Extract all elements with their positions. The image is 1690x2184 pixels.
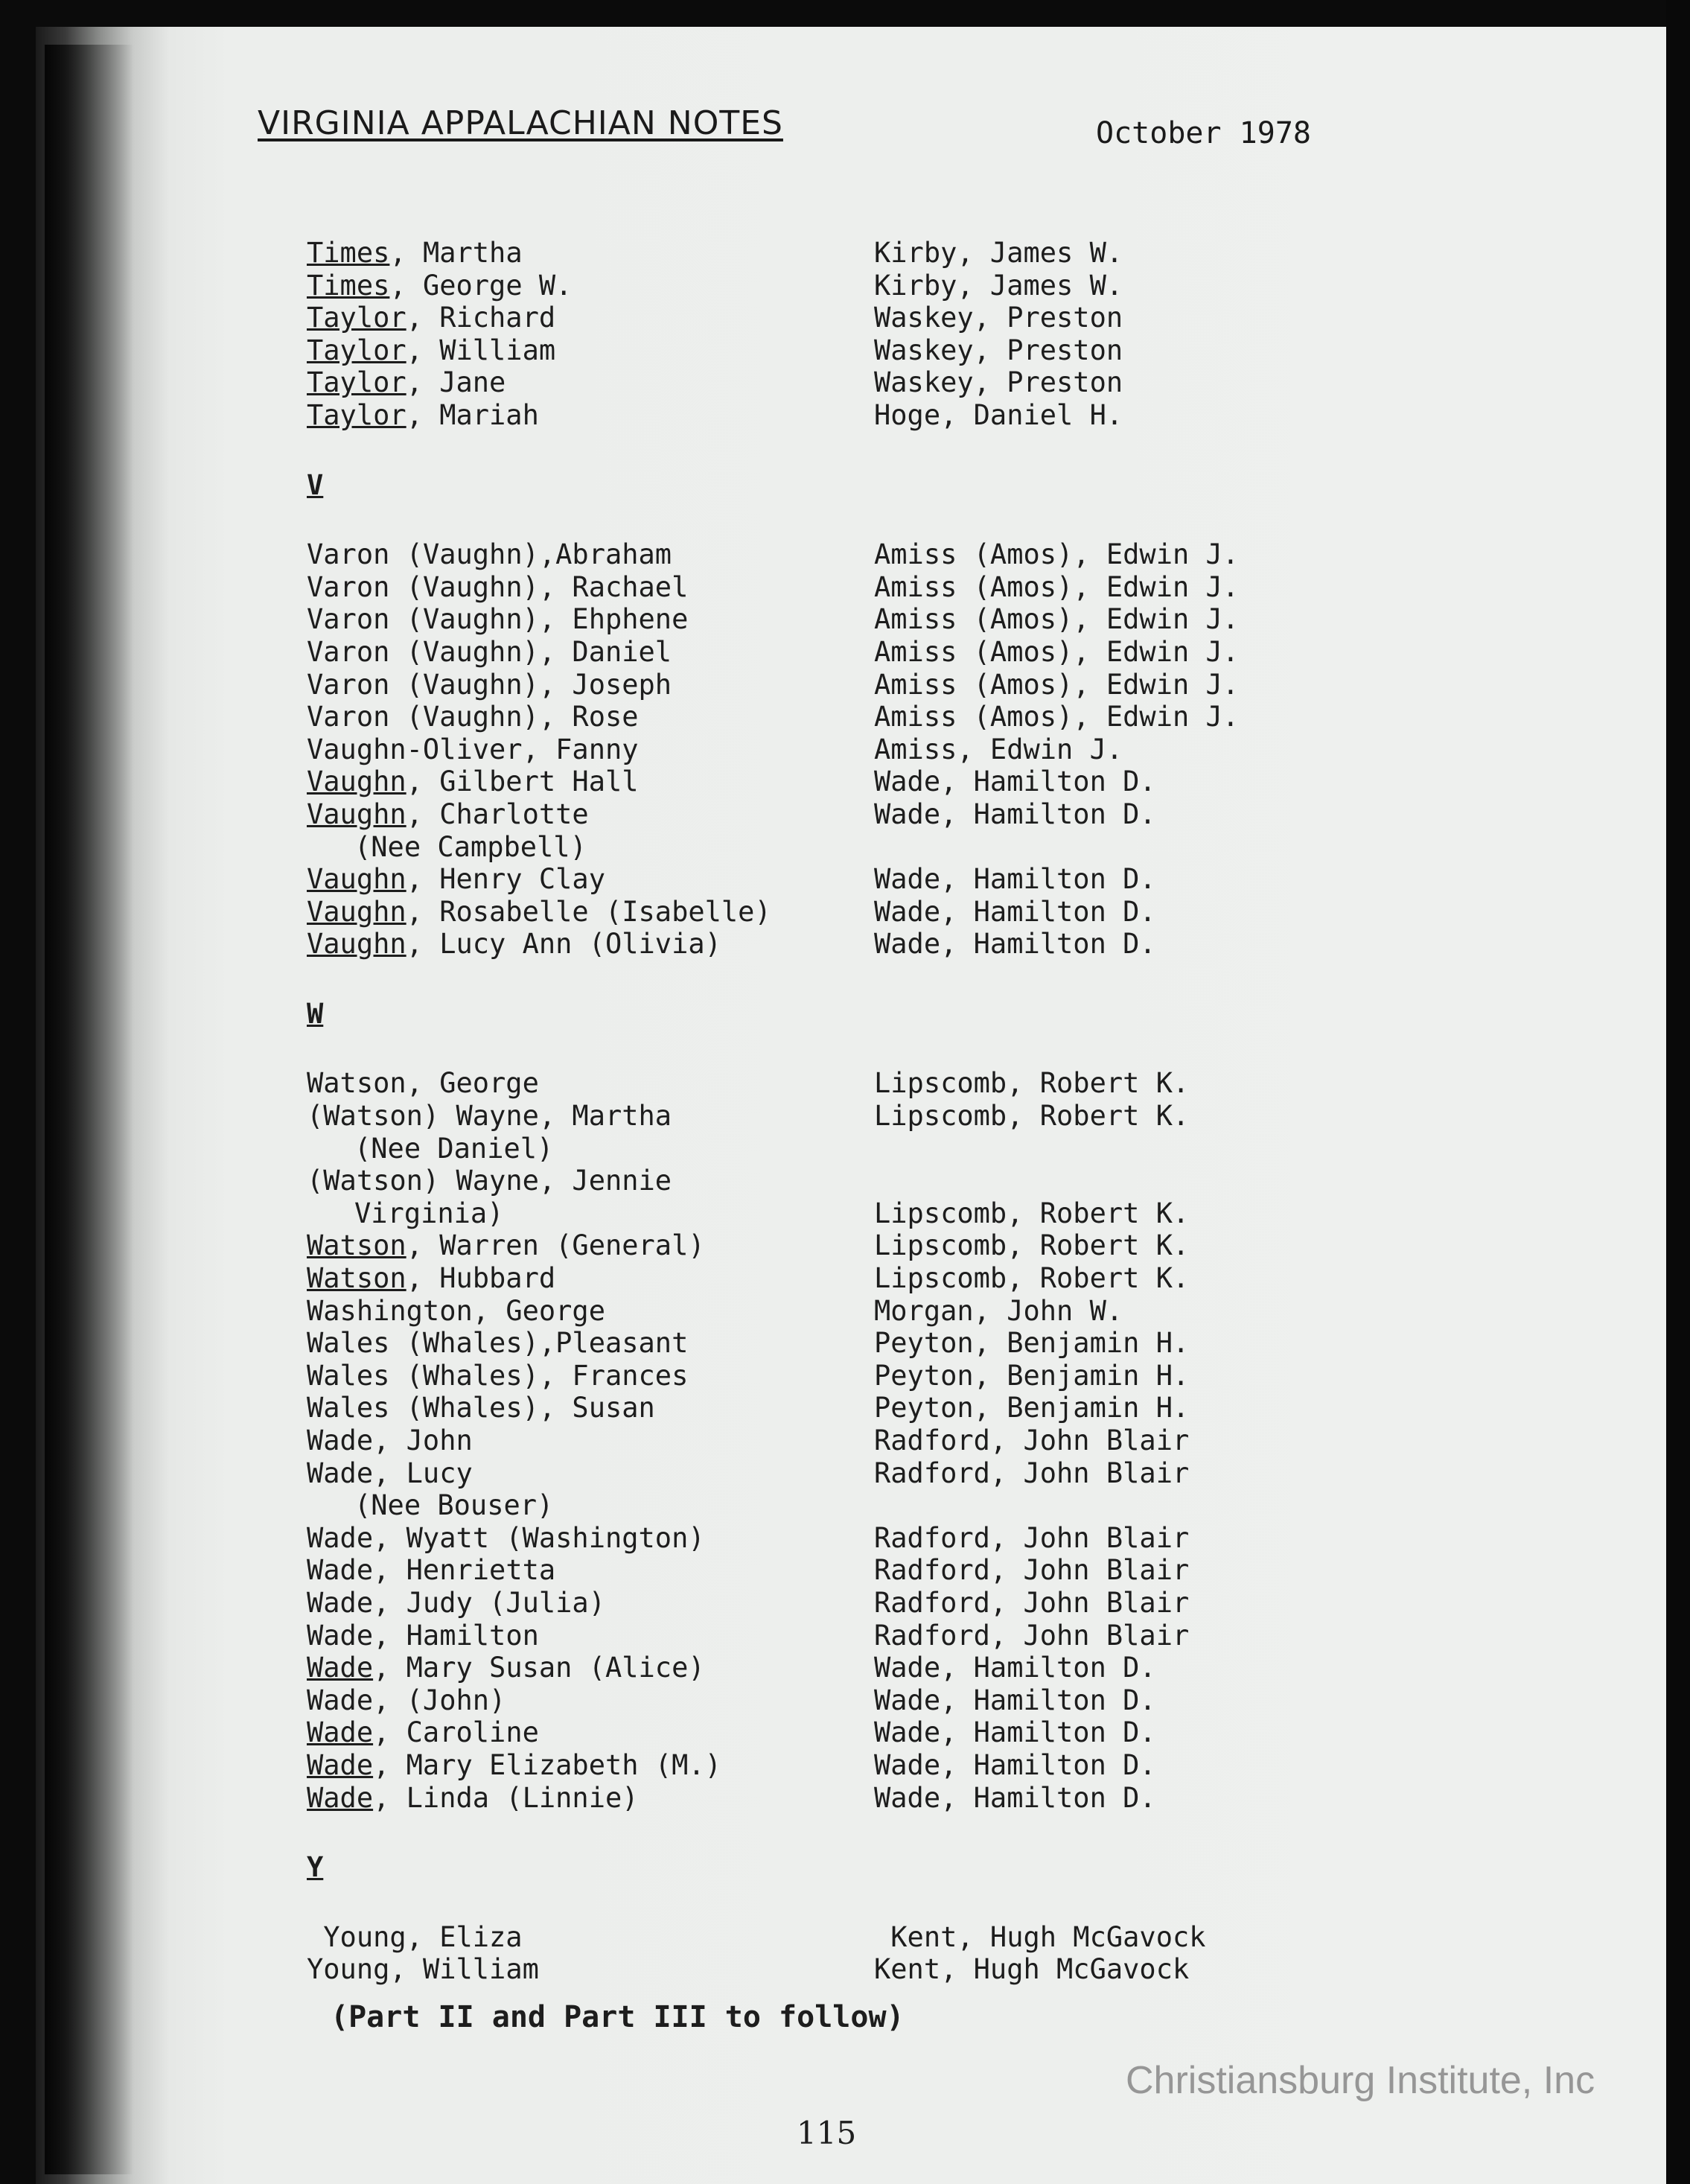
entry-contributor: Radford, John Blair bbox=[874, 1456, 1190, 1489]
entry-name bbox=[307, 1457, 473, 1490]
index-entry bbox=[307, 1067, 1349, 1100]
entry-given-name: , Lucy bbox=[373, 1456, 473, 1489]
entry-name bbox=[307, 1620, 539, 1652]
entry-contributor: Amiss (Amos), Edwin J. bbox=[874, 635, 1240, 668]
entry-given-name: , Hubbard bbox=[406, 1262, 556, 1295]
entry-surname: (Watson) bbox=[307, 1100, 440, 1133]
entry-name bbox=[307, 571, 688, 604]
entry-surname: Taylor bbox=[307, 334, 406, 366]
entry-note: (Nee Campbell) bbox=[354, 830, 587, 863]
entry-given-name: , Wyatt (Washington) bbox=[373, 1521, 705, 1554]
entry-contributor: Lipscomb, Robert K. bbox=[874, 1229, 1190, 1262]
entry-given-name: (Vaughn), Daniel bbox=[389, 635, 672, 668]
entry-contributor: Waskey, Preston bbox=[874, 334, 1123, 366]
issue-date: October 1978 bbox=[1096, 116, 1311, 150]
entry-surname: Watson bbox=[307, 1067, 406, 1100]
entry-contributor: Wade, Hamilton D. bbox=[874, 1684, 1156, 1716]
entry-given-name: Wayne, Jennie bbox=[439, 1165, 672, 1197]
page-number: 115 bbox=[797, 2115, 857, 2151]
entry-contributor: Waskey, Preston bbox=[874, 302, 1123, 334]
scan-border bbox=[1666, 0, 1690, 2184]
index-entry bbox=[307, 1327, 1349, 1360]
entry-surname: Watson bbox=[307, 1229, 406, 1262]
index-entry bbox=[307, 571, 1349, 604]
entry-surname: Wales bbox=[307, 1359, 390, 1392]
index-entry bbox=[307, 1782, 1349, 1815]
entry-contributor: Wade, Hamilton D. bbox=[874, 1652, 1156, 1684]
entry-name bbox=[307, 1424, 473, 1457]
entry-given-name: , Fanny bbox=[522, 733, 639, 765]
entry-name bbox=[307, 1360, 688, 1392]
entry-given-name: , George bbox=[406, 1067, 539, 1100]
entry-contributor: Peyton, Benjamin H. bbox=[874, 1392, 1190, 1424]
entry-contributor: Lipscomb, Robert K. bbox=[874, 1197, 1190, 1229]
index-entry bbox=[307, 1489, 1349, 1522]
entry-contributor: Kirby, James W. bbox=[874, 237, 1123, 269]
index-entry bbox=[307, 1522, 1349, 1555]
entry-surname: Wade bbox=[307, 1684, 374, 1716]
entry-contributor: Wade, Hamilton D. bbox=[874, 1781, 1156, 1814]
entry-name bbox=[307, 1684, 506, 1717]
entry-name bbox=[307, 1921, 523, 1954]
entry-name bbox=[307, 733, 639, 766]
entry-contributor: Wade, Hamilton D. bbox=[874, 928, 1156, 961]
continuation-note: (Part II and Part III to follow) bbox=[331, 2000, 905, 2034]
entry-surname: Wade bbox=[307, 1781, 374, 1814]
entry-given-name: , George W. bbox=[389, 269, 573, 302]
index-entry bbox=[307, 1953, 1349, 1986]
entry-given-name: , Lucy Ann (Olivia) bbox=[406, 928, 721, 961]
entry-surname: Wade bbox=[307, 1748, 374, 1781]
entry-given-name: (Vaughn), Ehphene bbox=[389, 603, 689, 636]
entry-surname: Wade bbox=[307, 1586, 374, 1619]
entry-name bbox=[307, 538, 672, 571]
entry-given-name: , George bbox=[472, 1294, 605, 1327]
entry-contributor: Amiss (Amos), Edwin J. bbox=[874, 538, 1240, 571]
entry-surname: Wade bbox=[307, 1554, 374, 1587]
entry-contributor: Hoge, Daniel H. bbox=[874, 398, 1123, 431]
entry-contributor: Lipscomb, Robert K. bbox=[874, 1262, 1190, 1295]
entry-given-name: , Gilbert Hall bbox=[406, 765, 639, 798]
entry-name bbox=[307, 1229, 705, 1262]
entry-name bbox=[307, 701, 639, 733]
index-entry bbox=[307, 798, 1349, 831]
entry-name bbox=[307, 863, 605, 896]
entry-given-name: , Judy (Julia) bbox=[373, 1586, 605, 1619]
entry-surname: (Watson) bbox=[307, 1165, 440, 1197]
entry-surname: Vaughn bbox=[307, 765, 406, 798]
index-entry bbox=[307, 1100, 1349, 1133]
entry-given-name: , Mary Susan (Alice) bbox=[373, 1652, 705, 1684]
entry-surname: Vaughn bbox=[307, 895, 406, 928]
index-entry bbox=[307, 733, 1349, 766]
entry-contributor: Amiss (Amos), Edwin J. bbox=[874, 570, 1240, 603]
entry-contributor: Peyton, Benjamin H. bbox=[874, 1359, 1190, 1392]
entry-note: Virginia) bbox=[354, 1197, 504, 1229]
index-entry bbox=[307, 1360, 1349, 1392]
entry-surname: Varon bbox=[307, 668, 390, 701]
entry-surname: Wales bbox=[307, 1392, 390, 1424]
index-entry bbox=[307, 1652, 1349, 1684]
entry-surname: Wade bbox=[307, 1652, 374, 1684]
entry-contributor: Wade, Hamilton D. bbox=[874, 1716, 1156, 1749]
newsletter-title: VIRGINIA APPALACHIAN NOTES bbox=[258, 104, 783, 142]
entry-name bbox=[307, 928, 721, 961]
entry-given-name: , Warren (General) bbox=[406, 1229, 705, 1262]
entry-name bbox=[307, 1652, 705, 1684]
entry-contributor: Kirby, James W. bbox=[874, 269, 1123, 302]
entry-name bbox=[307, 302, 555, 334]
name-index-list bbox=[307, 237, 1349, 1986]
index-entry bbox=[307, 863, 1349, 896]
entry-surname: Wade bbox=[307, 1424, 374, 1456]
entry-surname: Vaughn bbox=[307, 863, 406, 896]
entry-name bbox=[307, 603, 688, 636]
entry-given-name: , Henrietta bbox=[373, 1554, 556, 1587]
entry-surname: Wales bbox=[307, 1327, 390, 1360]
entry-contributor: Waskey, Preston bbox=[874, 366, 1123, 399]
entry-surname: Vaughn-Oliver bbox=[307, 733, 523, 765]
index-entry bbox=[307, 1229, 1349, 1262]
entry-given-name: Wayne, Martha bbox=[439, 1100, 672, 1133]
entry-name bbox=[307, 1554, 555, 1587]
entry-given-name: , Martha bbox=[389, 237, 523, 269]
section-letter: Y bbox=[307, 1851, 324, 1884]
entry-surname: Varon bbox=[307, 635, 390, 668]
index-entry bbox=[307, 366, 1349, 399]
entry-given-name: , Richard bbox=[406, 302, 556, 334]
index-entry bbox=[307, 765, 1349, 798]
entry-contributor: Wade, Hamilton D. bbox=[874, 863, 1156, 896]
index-entry bbox=[307, 1921, 1349, 1954]
entry-given-name: , Henry Clay bbox=[406, 863, 605, 896]
entry-contributor: Kent, Hugh McGavock bbox=[874, 1953, 1190, 1986]
entry-given-name: , Mary Elizabeth (M.) bbox=[373, 1748, 721, 1781]
entry-name bbox=[307, 270, 572, 302]
entry-given-name: , Caroline bbox=[373, 1716, 539, 1749]
entry-surname: Taylor bbox=[307, 302, 406, 334]
entry-contributor: Kent, Hugh McGavock bbox=[874, 1920, 1206, 1953]
entry-name bbox=[307, 896, 771, 929]
index-entry bbox=[307, 1749, 1349, 1782]
entry-name bbox=[307, 765, 639, 798]
entry-given-name: (Vaughn), Rachael bbox=[389, 570, 689, 603]
entry-surname: Varon bbox=[307, 538, 390, 571]
entry-surname: Taylor bbox=[307, 398, 406, 431]
entry-given-name: (Whales), Susan bbox=[389, 1392, 655, 1424]
entry-given-name: , (John) bbox=[373, 1684, 506, 1716]
entry-name bbox=[307, 237, 523, 270]
entry-surname: Watson bbox=[307, 1262, 406, 1295]
index-entry bbox=[307, 334, 1349, 367]
entry-surname: Taylor bbox=[307, 366, 406, 399]
entry-surname: Varon bbox=[307, 603, 390, 636]
entry-name bbox=[307, 1327, 688, 1360]
entry-contributor: Amiss, Edwin J. bbox=[874, 733, 1123, 765]
watermark: Christiansburg Institute, Inc bbox=[1126, 2059, 1595, 2102]
scan-edge-shadow bbox=[45, 45, 134, 2174]
entry-surname: Young bbox=[307, 1920, 406, 1953]
entry-given-name: (Whales),Pleasant bbox=[389, 1327, 689, 1360]
entry-given-name: , Linda (Linnie) bbox=[373, 1781, 639, 1814]
entry-surname: Times bbox=[307, 269, 390, 302]
entry-given-name: , Hamilton bbox=[373, 1619, 539, 1652]
index-entry bbox=[307, 896, 1349, 929]
index-entry bbox=[307, 928, 1349, 961]
entry-given-name: (Whales), Frances bbox=[389, 1359, 689, 1392]
entry-name bbox=[307, 1953, 539, 1986]
index-entry bbox=[307, 270, 1349, 302]
entry-contributor: Lipscomb, Robert K. bbox=[874, 1100, 1190, 1133]
index-entry bbox=[307, 1554, 1349, 1587]
index-entry bbox=[307, 636, 1349, 669]
entry-given-name: (Vaughn), Joseph bbox=[389, 668, 672, 701]
entry-contributor: Peyton, Benjamin H. bbox=[874, 1327, 1190, 1360]
entry-contributor: Amiss (Amos), Edwin J. bbox=[874, 701, 1240, 733]
index-entry bbox=[307, 1684, 1349, 1717]
entry-surname: Varon bbox=[307, 701, 390, 733]
entry-name bbox=[307, 1522, 705, 1555]
index-entry bbox=[307, 1620, 1349, 1652]
entry-surname: Wade bbox=[307, 1521, 374, 1554]
entry-contributor: Morgan, John W. bbox=[874, 1294, 1123, 1327]
entry-name bbox=[307, 1295, 605, 1328]
entry-surname: Young bbox=[307, 1953, 390, 1986]
entry-given-name: , Jane bbox=[406, 366, 506, 399]
entry-note: (Nee Daniel) bbox=[354, 1132, 554, 1165]
entry-contributor: Amiss (Amos), Edwin J. bbox=[874, 603, 1240, 636]
entry-contributor: Wade, Hamilton D. bbox=[874, 797, 1156, 830]
section-letter: W bbox=[307, 997, 324, 1030]
entry-given-name: , Mariah bbox=[406, 398, 539, 431]
entry-name bbox=[307, 1782, 639, 1815]
entry-name bbox=[307, 1067, 539, 1100]
entry-name bbox=[307, 1392, 655, 1424]
entry-surname: Wade bbox=[307, 1619, 374, 1652]
entry-name bbox=[307, 1749, 721, 1782]
entry-contributor: Wade, Hamilton D. bbox=[874, 1748, 1156, 1781]
entry-given-name: (Vaughn),Abraham bbox=[389, 538, 672, 571]
index-entry bbox=[307, 1716, 1349, 1749]
index-entry bbox=[307, 1165, 1349, 1197]
entry-note: (Nee Bouser) bbox=[354, 1489, 554, 1522]
entry-given-name: (Vaughn), Rose bbox=[389, 701, 639, 733]
index-entry bbox=[307, 302, 1349, 334]
index-entry bbox=[307, 1262, 1349, 1295]
entry-contributor: Wade, Hamilton D. bbox=[874, 765, 1156, 798]
entry-contributor: Wade, Hamilton D. bbox=[874, 895, 1156, 928]
entry-surname: Wade bbox=[307, 1716, 374, 1749]
index-entry bbox=[307, 237, 1349, 270]
entry-name bbox=[307, 636, 672, 669]
entry-name bbox=[307, 1587, 605, 1620]
entry-name bbox=[307, 798, 589, 831]
entry-surname: Vaughn bbox=[307, 797, 406, 830]
index-entry bbox=[307, 399, 1349, 432]
entry-given-name: , Rosabelle (Isabelle) bbox=[406, 895, 771, 928]
index-entry bbox=[307, 701, 1349, 733]
entry-given-name: , William bbox=[389, 1953, 539, 1986]
entry-surname: Varon bbox=[307, 570, 390, 603]
index-entry bbox=[307, 1197, 1349, 1230]
index-entry bbox=[307, 831, 1349, 864]
entry-given-name: , Charlotte bbox=[406, 797, 589, 830]
entry-contributor: Radford, John Blair bbox=[874, 1424, 1190, 1456]
index-entry bbox=[307, 1133, 1349, 1165]
index-entry bbox=[307, 1457, 1349, 1490]
index-entry bbox=[307, 669, 1349, 701]
index-entry bbox=[307, 1392, 1349, 1424]
entry-contributor: Lipscomb, Robert K. bbox=[874, 1067, 1190, 1100]
entry-contributor: Radford, John Blair bbox=[874, 1586, 1190, 1619]
entry-given-name: , William bbox=[406, 334, 556, 366]
index-entry bbox=[307, 1587, 1349, 1620]
index-entry bbox=[307, 538, 1349, 571]
entry-contributor: Radford, John Blair bbox=[874, 1521, 1190, 1554]
entry-name bbox=[307, 334, 555, 367]
entry-name bbox=[307, 399, 539, 432]
section-letter: V bbox=[307, 468, 324, 501]
entry-surname: Vaughn bbox=[307, 928, 406, 961]
entry-given-name: , Eliza bbox=[406, 1920, 523, 1953]
entry-contributor: Amiss (Amos), Edwin J. bbox=[874, 668, 1240, 701]
entry-name bbox=[307, 366, 506, 399]
index-entry bbox=[307, 603, 1349, 636]
entry-surname: Wade bbox=[307, 1456, 374, 1489]
index-entry bbox=[307, 1295, 1349, 1328]
entry-contributor: Radford, John Blair bbox=[874, 1554, 1190, 1587]
entry-name bbox=[307, 1716, 539, 1749]
entry-name bbox=[307, 1165, 672, 1197]
entry-name bbox=[307, 669, 672, 701]
entry-surname: Washington bbox=[307, 1294, 473, 1327]
entry-name bbox=[307, 1100, 672, 1133]
entry-surname: Times bbox=[307, 237, 390, 269]
entry-name bbox=[307, 1262, 555, 1295]
entry-given-name: , John bbox=[373, 1424, 473, 1456]
entry-contributor: Radford, John Blair bbox=[874, 1619, 1190, 1652]
index-entry bbox=[307, 1424, 1349, 1457]
